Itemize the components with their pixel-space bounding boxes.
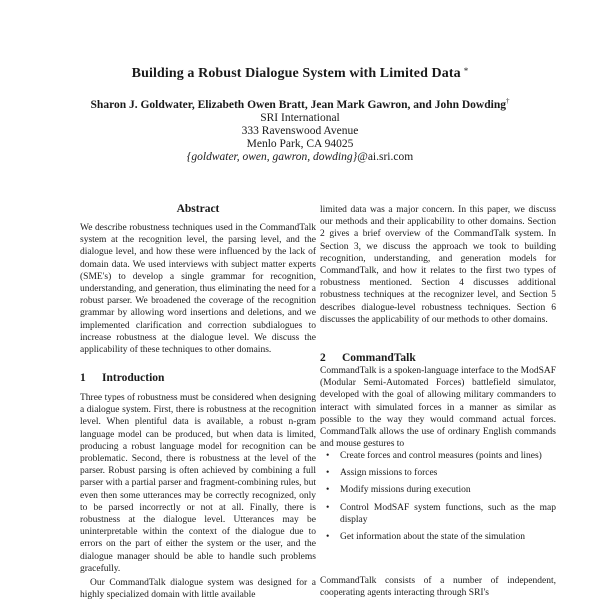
email-domain: @ai.sri.com: [357, 151, 414, 163]
affiliation-institution: SRI International: [260, 112, 340, 124]
list-item: [320, 450, 556, 462]
bullet-icon: •: [326, 485, 330, 496]
bullet-icon: •: [326, 532, 330, 543]
section-title: Introduction: [102, 372, 165, 384]
list-item-text: Create forces and control measures (points and lines): [340, 451, 542, 461]
capability-list: [320, 450, 556, 548]
list-item: [320, 467, 556, 479]
left-column: [80, 0, 316, 600]
introduction-paragraph-2: Our CommandTalk dialogue system was designed for a highly specialized domain with little available: [80, 578, 316, 601]
introduction-paragraph: Three types of robustness must be considered when designing a dialogue system. First, there is robustness at the recognition level. When plentiful data is available, a robust n-gram language model can be produced, but when data is limited, producing a robust language model for recognition can be problematic. Second, there is robustness at the level of the parser. Robust parsing is often achieved by combining a full parser with a partial parser and fragment-combining rules, but even then some utterances may be correctly recognized, only to be parsed incorrectly or not at all. Finally, there is robustness at the dialogue level. Utterances may be uninterpretable within the context of the dialogue due to errors on the part of either the system or the user, and the dialogue manager should be able to handle such problems gracefully.: [80, 393, 316, 574]
email-users: {goldwater, owen, gawron, dowding}: [186, 151, 358, 163]
list-item: [320, 531, 556, 543]
introduction-heading: [80, 372, 164, 384]
list-item-text: Assign missions to forces: [340, 468, 438, 479]
bullet-icon: •: [326, 502, 330, 513]
abstract-heading: Abstract: [176, 203, 220, 215]
list-item-text: Modify missions during execution: [340, 485, 471, 496]
affiliation-city: Menlo Park, CA 94025: [246, 138, 354, 150]
commandtalk-paragraph: CommandTalk is a spoken-language interface to the ModSAF (Modular Semi-Automated Forces) battlefield simulator, developed with the goal of allowing military commanders to interact with simulated forces in a manner as similar as possible to the way they would command actual forces. CommandTalk allows the use of ordinary English commands and mouse gestures to: [320, 366, 556, 450]
bullet-icon: •: [326, 451, 330, 461]
bullet-icon: •: [326, 468, 330, 479]
affiliation-street: 333 Ravenswood Avenue: [241, 125, 359, 137]
commandtalk-heading: [320, 352, 416, 364]
list-item-text: Get information about the state of the simulation: [340, 532, 525, 543]
list-item: [320, 502, 556, 526]
title-text: Building a Robust Dialogue System with Limited Data: [131, 66, 461, 81]
abstract-text: We describe robustness techniques used in the CommandTalk system at the recognition level, the parsing level, and the dialogue level, and how these were influenced by the lack of domain data. We used interviews with subject matter experts (SME's) to develop a single grammar for recognition, understanding, and generation, thus eliminating the need for a robust parser. We broadened the coverage of the recognition grammar by allowing word insertions and deletions, and we implemented clarification and correction subdialogues to increase robustness at the dialogue level. We discuss the applicability of these techniques to other domains.: [80, 223, 316, 356]
section-number: 2: [320, 352, 326, 364]
authors-footnote-mark: †: [505, 97, 510, 105]
section-number: 1: [80, 372, 86, 384]
right-column: [320, 0, 556, 600]
title-footnote-mark: *: [463, 66, 469, 76]
list-item-text: Control ModSAF system functions, such as the map display: [340, 502, 556, 525]
list-item: [320, 484, 556, 496]
authors-text: Sharon J. Goldwater, Elizabeth Owen Bratt, Jean Mark Gawron, and John Dowding: [90, 98, 506, 111]
section-title: CommandTalk: [342, 352, 416, 364]
intro-continuation-paragraph: limited data was a major concern. In this paper, we discuss our methods and their applicability to other domains. Section 2 gives a brief overview of the CommandTalk system. In Section 3, we discuss the approach we took to building recognition, understanding, and generation models for CommandTalk, and how it relates to the first two types of robustness mentioned. Section 4 discusses additional robustness techniques at the recognizer level, and Section 5 describes dialogue-level robustness techniques. Section 6 discusses the applicability of our methods to other domains.: [320, 205, 556, 325]
commandtalk-paragraph-2: CommandTalk consists of a number of independent, cooperating agents interacting through SRI's: [320, 576, 556, 599]
